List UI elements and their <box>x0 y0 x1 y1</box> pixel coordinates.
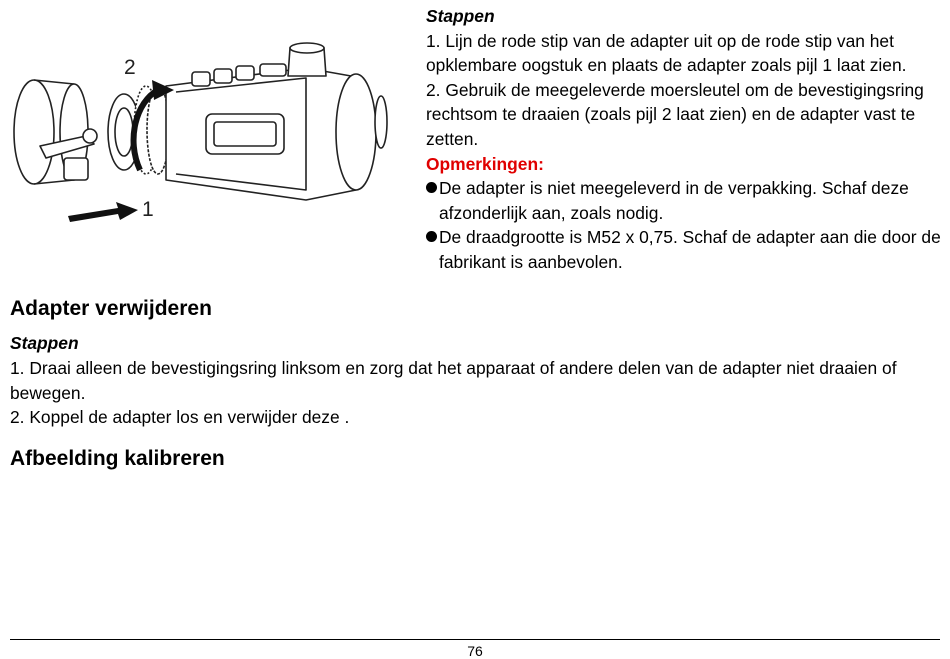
footer-divider <box>10 639 940 640</box>
remove-steps-title: Stappen <box>10 333 79 353</box>
install-instructions <box>426 4 941 275</box>
notes-title: Opmerkingen: <box>426 153 544 174</box>
bullet-icon <box>426 182 437 193</box>
section-heading-calibrate-image: Afbeelding kalibreren <box>10 447 225 470</box>
section-heading-remove-adapter: Adapter verwijderen <box>10 297 212 320</box>
adapter-mounting-illustration <box>6 40 398 240</box>
remove-step-1: 1. Draai alleen de bevestigingsring linksom en zorg dat het apparaat of andere delen van de adapter niet draaien of bewegen. <box>10 358 897 403</box>
install-step-2: 2. Gebruik de meegeleverde moersleutel om de bevestigingsring rechtsom te draaien (zoals pijl 2 laat zien) en de adapter vast te zetten. <box>426 79 924 149</box>
bullet-icon <box>426 231 437 242</box>
note-item <box>426 225 941 274</box>
note-text-1: De adapter is niet meegeleverd in de verpakking. Schaf deze afzonderlijk aan, zoals nodig. <box>439 178 909 223</box>
note-item <box>426 176 941 225</box>
note-text-2: De draadgrootte is M52 x 0,75. Schaf de adapter aan die door de fabrikant is aanbevolen. <box>439 227 941 272</box>
remove-steps <box>10 356 935 430</box>
page-number: 76 <box>467 643 483 659</box>
install-step-1: 1. Lijn de rode stip van de adapter uit op de rode stip van het opklembare oogstuk en plaats de adapter zoals pijl 1 laat zien. <box>426 30 907 76</box>
install-steps-title: Stappen <box>426 6 495 26</box>
remove-step-2: 2. Koppel de adapter los en verwijder deze . <box>10 407 350 428</box>
arrow-1-label: 1 <box>142 198 154 221</box>
arrow-2-label: 2 <box>124 56 136 79</box>
